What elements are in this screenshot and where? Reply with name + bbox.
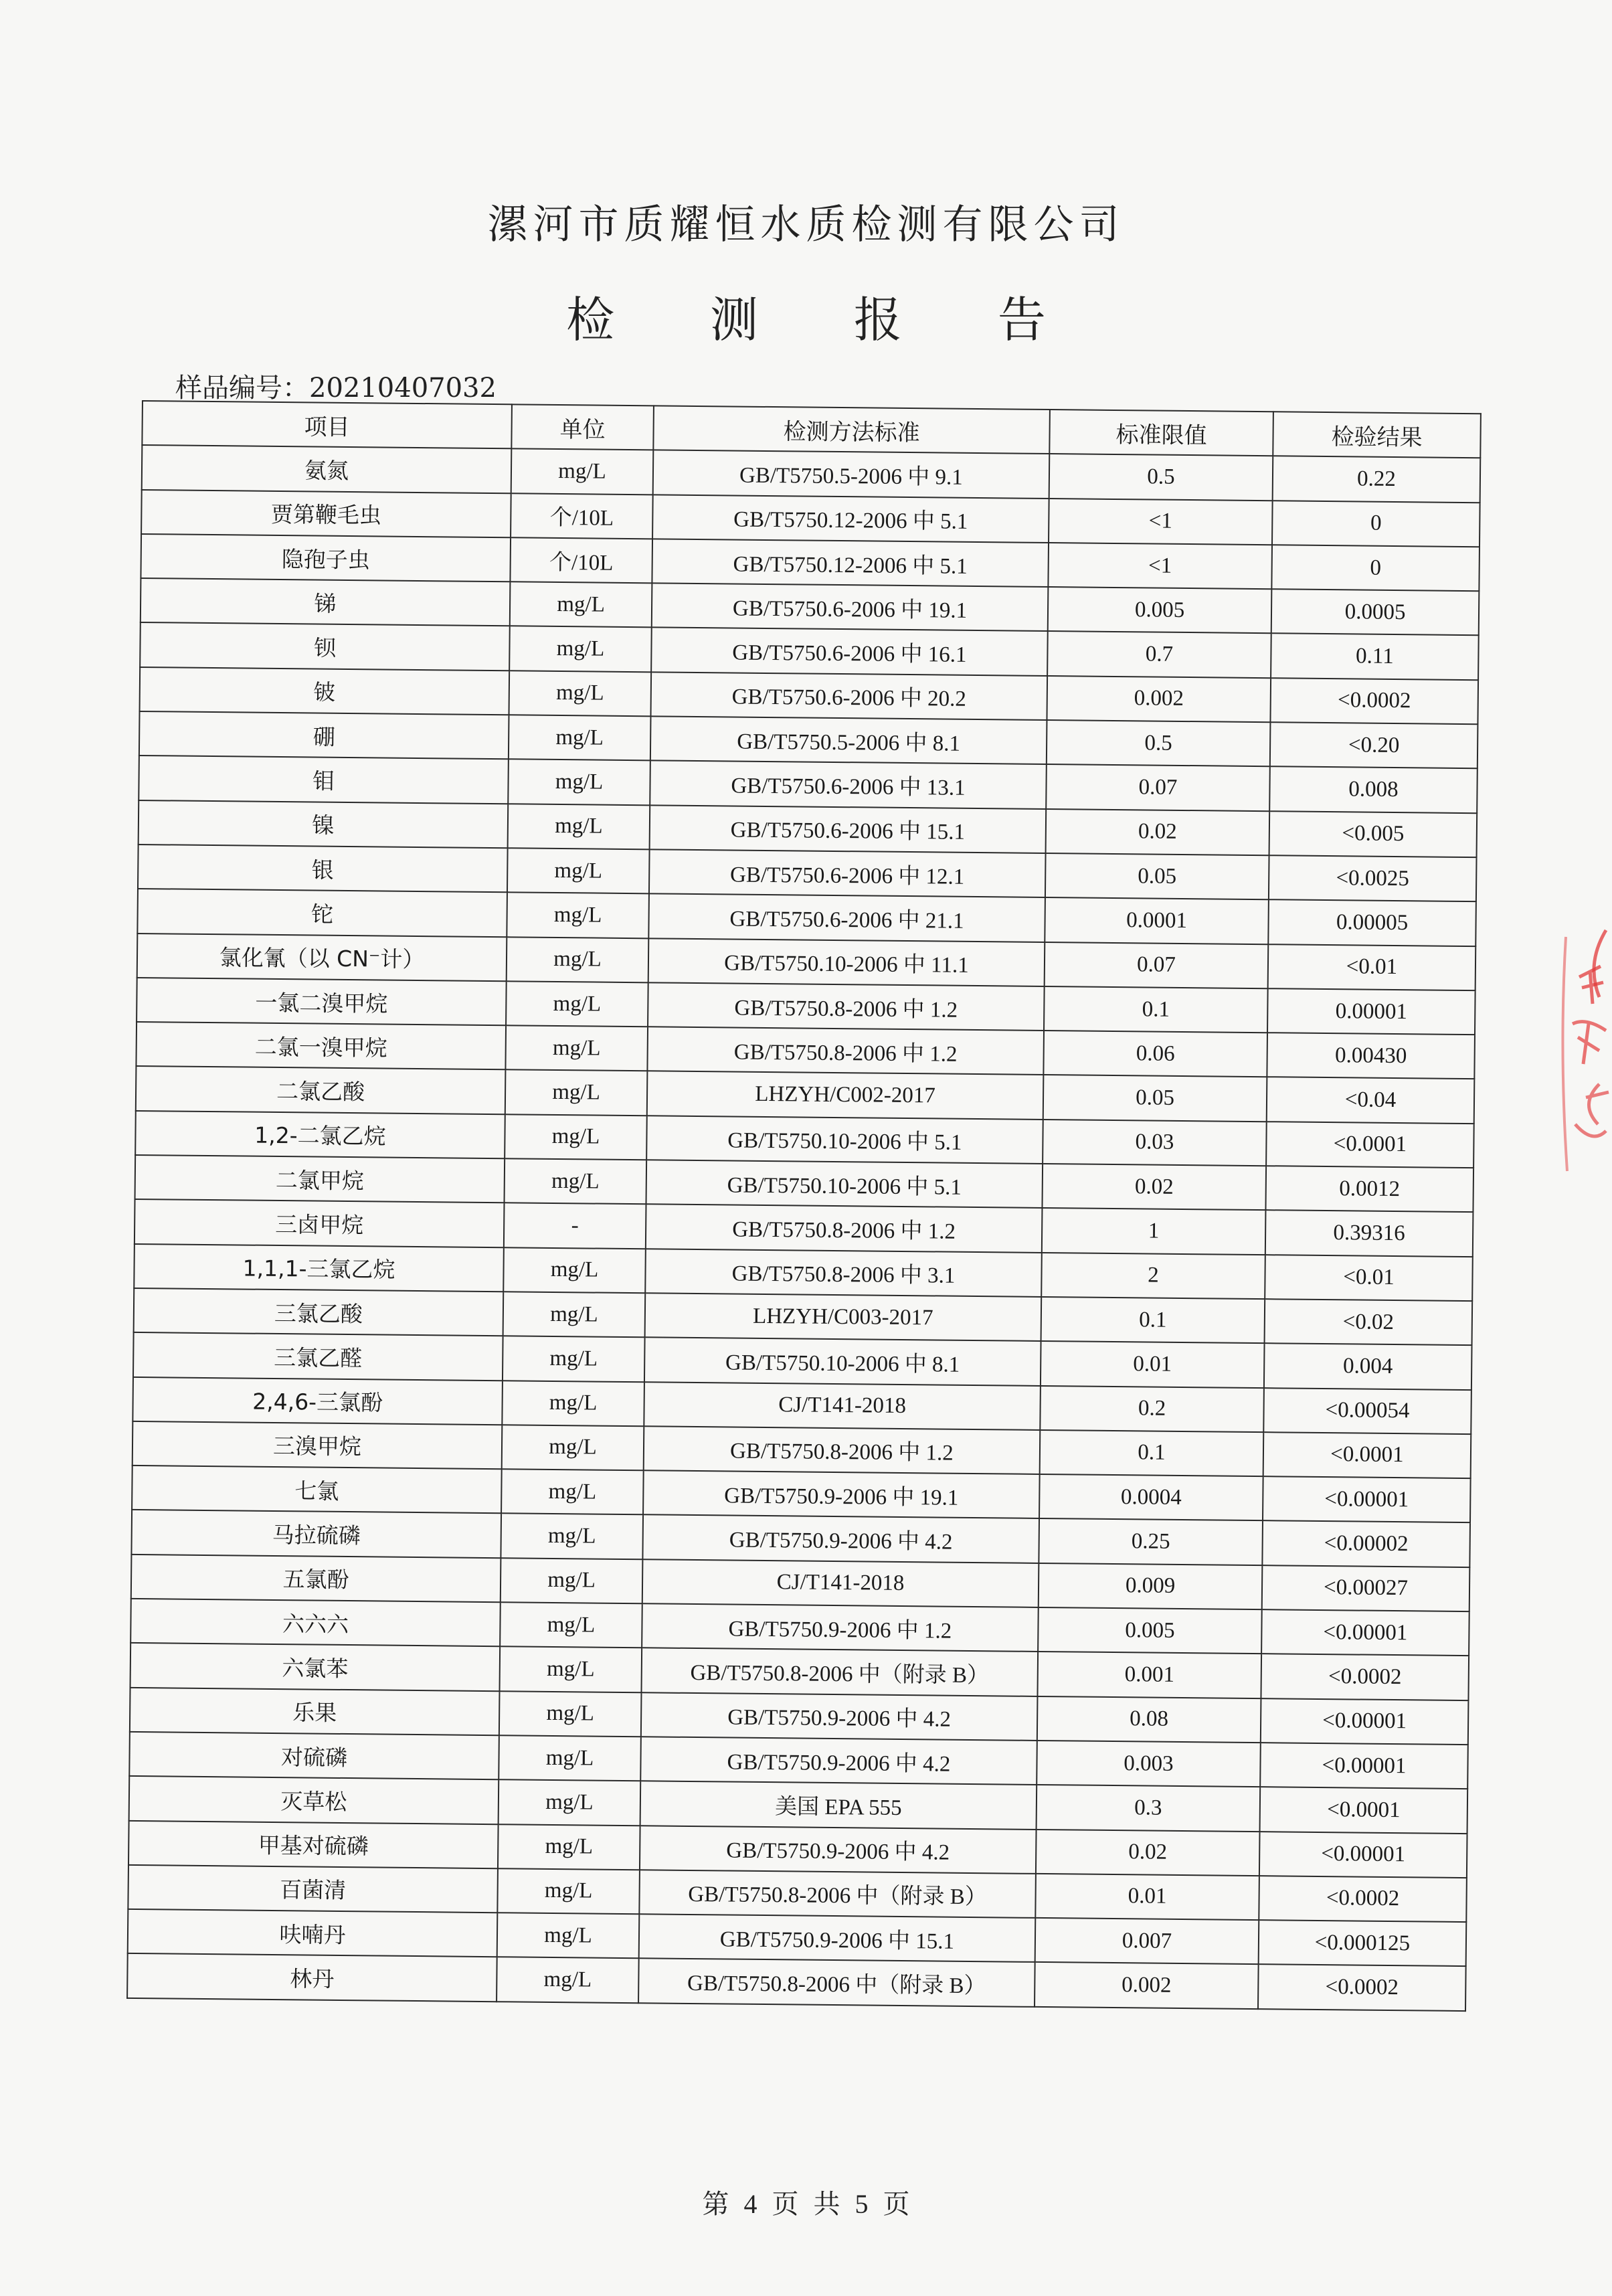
- cell-method: GB/T5750.8-2006 中（附录 B）: [641, 1648, 1038, 1696]
- cell-method: GB/T5750.6-2006 中 12.1: [649, 849, 1046, 897]
- cell-unit: mg/L: [509, 671, 652, 716]
- cell-item: 二氯甲烷: [135, 1155, 505, 1203]
- cell-result: 0: [1271, 545, 1480, 591]
- cell-unit: mg/L: [503, 1292, 646, 1337]
- cell-method: GB/T5750.5-2006 中 9.1: [653, 450, 1050, 499]
- cell-limit: 0.007: [1035, 1918, 1259, 1965]
- cell-limit: 0.1: [1040, 1430, 1264, 1477]
- cell-result: <0.0025: [1269, 855, 1477, 901]
- cell-item: 甲基对硫磷: [128, 1820, 499, 1868]
- header-result: 检验结果: [1273, 412, 1481, 458]
- cell-limit: 0.009: [1039, 1563, 1263, 1610]
- cell-result: 0.39316: [1265, 1211, 1473, 1257]
- cell-method: GB/T5750.8-2006 中 1.2: [646, 1205, 1043, 1253]
- cell-item: 对硫磷: [129, 1732, 499, 1780]
- cell-unit: mg/L: [511, 449, 654, 495]
- cell-limit: 0.01: [1041, 1341, 1265, 1388]
- cell-result: 0: [1272, 501, 1480, 547]
- cell-method: GB/T5750.12-2006 中 5.1: [652, 539, 1049, 587]
- cell-result: <0.01: [1265, 1255, 1473, 1301]
- cell-result: 0.22: [1273, 456, 1481, 503]
- cell-method: GB/T5750.6-2006 中 21.1: [648, 894, 1045, 942]
- cell-limit: 0.01: [1035, 1874, 1259, 1920]
- cell-item: 三卤甲烷: [135, 1199, 505, 1247]
- cell-limit: 0.06: [1043, 1031, 1267, 1077]
- cell-result: <0.00001: [1261, 1609, 1469, 1656]
- cell-method: GB/T5750.8-2006 中（附录 B）: [638, 1959, 1035, 2007]
- cell-limit: 0.002: [1035, 1962, 1259, 2008]
- cell-method: GB/T5750.9-2006 中 4.2: [642, 1515, 1039, 1563]
- cell-result: <0.04: [1267, 1077, 1475, 1124]
- cell-method: GB/T5750.8-2006 中 1.2: [647, 1027, 1044, 1075]
- cell-method: GB/T5750.10-2006 中 5.1: [646, 1160, 1043, 1208]
- cell-method: GB/T5750.5-2006 中 8.1: [650, 716, 1047, 764]
- cell-method: 美国 EPA 555: [640, 1781, 1037, 1829]
- cell-unit: mg/L: [505, 1025, 648, 1071]
- cell-unit: mg/L: [507, 893, 649, 938]
- cell-method: GB/T5750.9-2006 中 1.2: [642, 1603, 1039, 1652]
- cell-limit: 0.7: [1047, 631, 1271, 677]
- cell-unit: mg/L: [500, 1602, 642, 1648]
- header-method: 检测方法标准: [653, 406, 1050, 454]
- cell-result: <0.0001: [1263, 1432, 1471, 1478]
- cell-limit: <1: [1049, 499, 1273, 545]
- cell-item: 乐果: [130, 1688, 500, 1736]
- cell-limit: 0.03: [1043, 1120, 1267, 1166]
- cell-result: <0.000125: [1259, 1920, 1467, 1966]
- cell-result: <0.20: [1270, 722, 1478, 768]
- cell-item: 钼: [139, 756, 509, 804]
- cell-limit: 0.02: [1036, 1829, 1260, 1876]
- cell-limit: 0.25: [1039, 1518, 1263, 1565]
- cell-unit: mg/L: [501, 1558, 643, 1603]
- cell-result: <0.0002: [1261, 1654, 1469, 1700]
- cell-method: GB/T5750.10-2006 中 5.1: [646, 1116, 1043, 1164]
- cell-method: GB/T5750.9-2006 中 4.2: [640, 1826, 1037, 1874]
- cell-limit: 1: [1042, 1208, 1266, 1254]
- cell-unit: mg/L: [507, 848, 650, 893]
- cell-item: 马拉硫磷: [131, 1510, 501, 1558]
- cell-item: 林丹: [127, 1953, 497, 2002]
- cell-item: 六六六: [130, 1599, 501, 1647]
- cell-unit: mg/L: [498, 1824, 640, 1870]
- cell-result: <0.0002: [1259, 1876, 1467, 1922]
- cell-unit: mg/L: [509, 626, 652, 672]
- cell-item: 呋喃丹: [128, 1909, 498, 1957]
- cell-item: 二氯乙酸: [136, 1066, 506, 1114]
- cell-item: 三氯乙酸: [134, 1288, 504, 1336]
- page-footer: 第 4 页 共 5 页: [702, 2189, 910, 2219]
- cell-item: 五氯酚: [131, 1555, 501, 1603]
- cell-unit: mg/L: [505, 1070, 648, 1116]
- cell-unit: mg/L: [508, 804, 650, 849]
- cell-result: <0.005: [1269, 811, 1477, 857]
- cell-method: CJ/T141-2018: [644, 1382, 1041, 1430]
- cell-unit: mg/L: [503, 1247, 646, 1293]
- cell-method: GB/T5750.9-2006 中 4.2: [641, 1692, 1038, 1741]
- cell-limit: 0.005: [1038, 1607, 1262, 1654]
- cell-unit: mg/L: [505, 1158, 647, 1204]
- company-name: 漯河市质耀恒水质检测有限公司: [487, 201, 1125, 248]
- cell-method: GB/T5750.6-2006 中 13.1: [650, 761, 1047, 809]
- cell-result: <0.02: [1265, 1299, 1473, 1345]
- cell-method: GB/T5750.6-2006 中 20.2: [651, 672, 1048, 720]
- cell-limit: 0.0004: [1039, 1474, 1263, 1521]
- cell-unit: mg/L: [507, 937, 649, 982]
- header-limit: 标准限值: [1049, 410, 1273, 456]
- cell-item: 七氯: [132, 1466, 502, 1514]
- cell-item: 氯化氰（以 CN⁻计）: [137, 934, 507, 982]
- cell-limit: 0.005: [1048, 587, 1272, 633]
- report-title: 检 测 报 告: [566, 292, 1086, 348]
- cell-result: <0.00001: [1259, 1832, 1467, 1878]
- cell-result: 0.11: [1271, 634, 1479, 680]
- cell-result: <0.0002: [1258, 1965, 1466, 2011]
- cell-limit: 0.0001: [1045, 897, 1269, 944]
- cell-unit: mg/L: [505, 1114, 647, 1160]
- cell-item: 锑: [141, 578, 511, 626]
- cell-item: 1,2-二氯乙烷: [135, 1111, 505, 1159]
- cell-unit: mg/L: [502, 1425, 644, 1470]
- cell-method: GB/T5750.6-2006 中 19.1: [652, 584, 1049, 632]
- cell-limit: 0.5: [1047, 720, 1271, 767]
- cell-unit: 个/10L: [510, 537, 652, 583]
- cell-limit: 0.5: [1049, 454, 1273, 500]
- cell-result: 0.0012: [1265, 1166, 1473, 1212]
- cell-method: GB/T5750.8-2006 中（附录 B）: [639, 1870, 1036, 1918]
- cell-item: 镍: [139, 800, 509, 849]
- cell-unit: mg/L: [499, 1735, 641, 1781]
- cell-unit: mg/L: [497, 1868, 640, 1914]
- cell-unit: mg/L: [499, 1691, 642, 1737]
- cell-limit: 0.02: [1042, 1164, 1266, 1210]
- cell-item: 铍: [140, 667, 510, 715]
- cell-item: 贾第鞭毛虫: [141, 490, 511, 538]
- cell-method: GB/T5750.8-2006 中 3.1: [645, 1249, 1042, 1297]
- cell-item: 氨氮: [142, 445, 512, 493]
- cell-unit: mg/L: [506, 981, 648, 1027]
- cell-unit: mg/L: [500, 1647, 642, 1692]
- cell-result: <0.00054: [1263, 1388, 1471, 1434]
- cell-result: <0.00002: [1262, 1521, 1470, 1567]
- cell-result: <0.0001: [1266, 1122, 1474, 1168]
- cell-limit: 2: [1041, 1253, 1265, 1299]
- cell-result: 0.004: [1264, 1343, 1472, 1389]
- cell-item: 铊: [137, 889, 507, 937]
- cell-result: 0.00005: [1268, 899, 1476, 946]
- cell-unit: mg/L: [499, 1779, 641, 1825]
- cell-result: <0.0001: [1260, 1787, 1468, 1833]
- cell-result: <0.0002: [1270, 678, 1478, 724]
- cell-unit: mg/L: [503, 1336, 645, 1381]
- cell-limit: <1: [1048, 543, 1272, 589]
- cell-limit: 0.003: [1037, 1741, 1261, 1787]
- cell-item: 硼: [139, 711, 509, 760]
- results-table: [126, 400, 1482, 2012]
- cell-limit: 0.1: [1044, 986, 1268, 1033]
- cell-item: 二氯一溴甲烷: [136, 1022, 506, 1070]
- cell-limit: 0.08: [1037, 1696, 1261, 1743]
- cell-method: CJ/T141-2018: [642, 1559, 1039, 1607]
- cell-item: 三氯乙醛: [133, 1332, 503, 1381]
- cell-unit: mg/L: [497, 1957, 639, 2003]
- cell-result: 0.008: [1269, 767, 1477, 813]
- cell-method: GB/T5750.12-2006 中 5.1: [652, 495, 1049, 543]
- sample-number-value: 20210407032: [309, 373, 497, 404]
- cell-result: <0.00001: [1261, 1698, 1469, 1745]
- cell-method: GB/T5750.10-2006 中 11.1: [648, 938, 1045, 986]
- cell-result: <0.00027: [1262, 1565, 1470, 1611]
- cell-method: GB/T5750.8-2006 中 1.2: [644, 1426, 1041, 1474]
- cell-item: 灭草松: [129, 1776, 499, 1824]
- header-item: 项目: [142, 401, 512, 449]
- cell-unit: 个/10L: [511, 493, 653, 539]
- cell-item: 六氯苯: [130, 1643, 501, 1691]
- cell-limit: 0.07: [1046, 764, 1270, 810]
- red-seal-stamp: [1559, 923, 1612, 1178]
- cell-unit: mg/L: [509, 715, 651, 760]
- cell-limit: 0.02: [1046, 809, 1270, 855]
- cell-unit: -: [504, 1203, 646, 1249]
- cell-item: 隐孢子虫: [141, 534, 511, 582]
- cell-item: 2,4,6-三氯酚: [132, 1377, 503, 1425]
- cell-result: <0.00001: [1263, 1476, 1471, 1522]
- cell-method: GB/T5750.6-2006 中 16.1: [651, 628, 1048, 676]
- cell-item: 1,1,1-三氯乙烷: [134, 1244, 504, 1292]
- cell-item: 钡: [140, 622, 510, 671]
- cell-limit: 0.07: [1045, 942, 1269, 988]
- cell-limit: 0.001: [1037, 1652, 1261, 1698]
- cell-item: 银: [138, 845, 508, 893]
- cell-limit: 0.05: [1045, 853, 1269, 899]
- sample-number-line: [175, 367, 497, 405]
- cell-method: LHZYH/C002-2017: [647, 1071, 1044, 1120]
- cell-unit: mg/L: [510, 582, 652, 627]
- cell-limit: 0.3: [1037, 1785, 1261, 1831]
- cell-item: 百菌清: [128, 1865, 498, 1913]
- header-unit: 单位: [511, 404, 654, 450]
- cell-item: 一氯二溴甲烷: [137, 978, 507, 1026]
- cell-unit: mg/L: [508, 760, 650, 805]
- sample-number-label: 样品编号：: [175, 373, 309, 404]
- cell-result: <0.01: [1268, 944, 1476, 990]
- cell-method: GB/T5750.10-2006 中 8.1: [644, 1338, 1041, 1386]
- cell-method: GB/T5750.9-2006 中 4.2: [640, 1737, 1037, 1785]
- cell-result: 0.00001: [1267, 988, 1475, 1035]
- cell-unit: mg/L: [502, 1381, 644, 1426]
- cell-limit: 0.05: [1043, 1075, 1267, 1121]
- cell-method: GB/T5750.9-2006 中 15.1: [639, 1914, 1036, 1962]
- cell-item: 三溴甲烷: [132, 1421, 503, 1470]
- cell-result: <0.00001: [1260, 1743, 1468, 1789]
- cell-limit: 0.002: [1047, 676, 1271, 723]
- cell-method: LHZYH/C003-2017: [645, 1293, 1042, 1341]
- cell-unit: mg/L: [497, 1913, 640, 1958]
- cell-limit: 0.1: [1041, 1297, 1265, 1343]
- cell-unit: mg/L: [501, 1514, 643, 1559]
- cell-method: GB/T5750.9-2006 中 19.1: [643, 1470, 1040, 1518]
- cell-method: GB/T5750.6-2006 中 15.1: [650, 805, 1047, 853]
- cell-unit: mg/L: [501, 1469, 644, 1514]
- cell-result: 0.00430: [1267, 1033, 1475, 1079]
- cell-method: GB/T5750.8-2006 中 1.2: [648, 982, 1045, 1031]
- cell-limit: 0.2: [1040, 1385, 1264, 1432]
- cell-result: 0.0005: [1271, 589, 1480, 635]
